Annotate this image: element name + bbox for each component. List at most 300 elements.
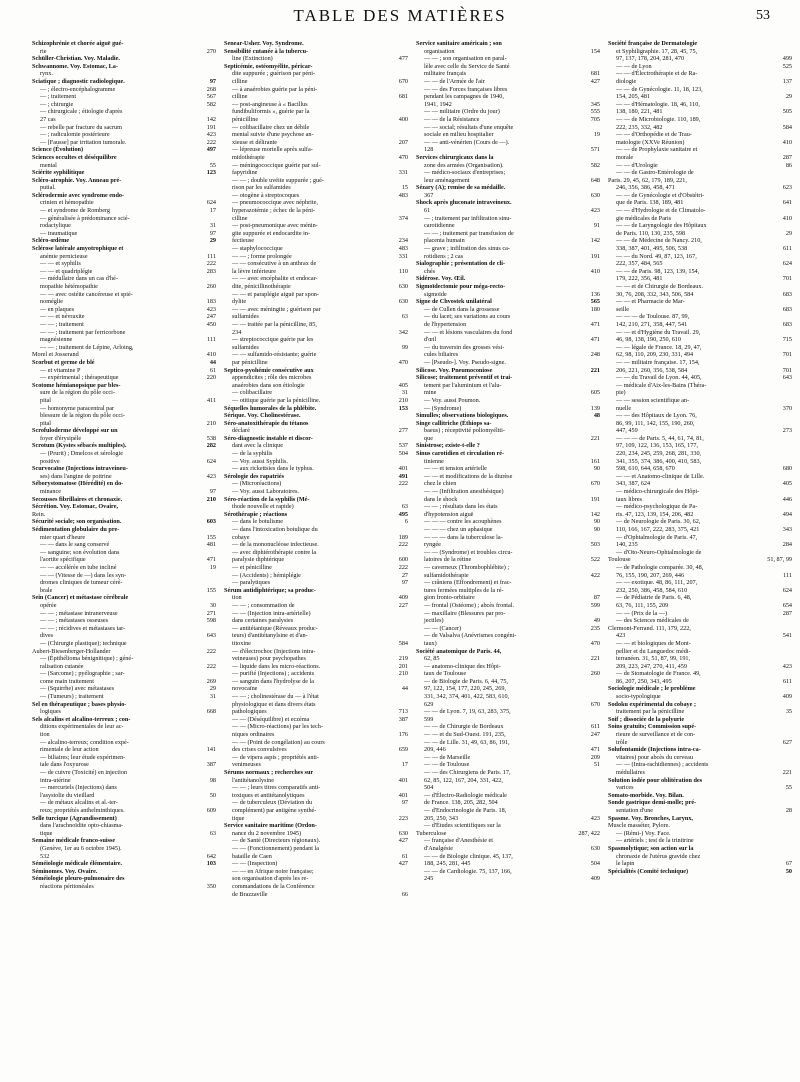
index-entry-pages: 504 [590,860,600,868]
index-entry [416,382,600,390]
index-entry [224,701,408,709]
index-entry-pages: 630 [590,191,600,199]
index-entry-pages: 522 [590,556,600,564]
index-entry-pages: 191 [206,123,216,131]
index-entry-text: Singe callitriche (Éthiops sa- [416,419,492,427]
index-entry [608,663,792,671]
index-entry [32,382,216,390]
index-entry-pages: 50 [785,867,792,875]
index-entry [32,420,216,428]
index-entry-text: — — (Inspection) [232,860,278,868]
index-entry [608,93,792,101]
index-entry-text: — de vipera aspis ; propriétés anti- [232,753,319,761]
index-entry-text: — — d'Orthopédie et de Trau- [616,131,692,139]
index-entry [224,716,408,724]
index-entry [32,693,216,701]
index-entry-text: — et pénicilline [232,563,272,571]
index-entry [416,344,600,352]
index-entry-pages: 273 [782,427,792,435]
index-entry-text: gite suppurée et endocardite in- [232,229,310,237]
index-entry-text: appendicites ; rôle des microbes [232,374,312,382]
index-entry-text: Spécialités (Comité technique) [608,867,689,875]
index-entry-pages: 287 [782,609,792,617]
index-entry [224,40,408,48]
index-entry-text: paralysie diphtérique [232,556,285,564]
index-entry [32,465,216,473]
index-entry [416,746,600,754]
index-entry [224,48,408,56]
index-entry-text: — — de Gynécologie. 11, 18, 123, [616,85,703,93]
index-entry-pages: 180 [590,305,600,313]
index-entry [608,48,792,56]
index-entry [416,237,600,245]
index-entry [416,427,600,435]
index-entry [608,215,792,223]
index-entry-pages: 641 [782,199,792,207]
index-entry-pages: 470 [398,153,408,161]
index-entry [416,511,600,519]
index-entry-text: mental suivie d'une psychose an- [232,131,314,139]
index-entry-pages: 423 [206,131,216,139]
index-entry-text: — de tuberculeux (Déviation du [232,799,313,807]
index-entry-text: des crises convulsives [232,746,287,754]
index-entry [608,397,792,405]
index-entry [416,389,600,397]
index-entry-text: de l'hypertension [424,320,467,328]
index-entry [608,389,792,397]
index-entry [608,853,792,861]
index-entry-text: — des Sciences médicales de [616,617,689,625]
index-entry [608,731,792,739]
index-columns [32,40,792,1074]
index-entry [608,237,792,245]
index-entry-pages: 342 [398,328,408,336]
index-entry-pages: 683 [782,320,792,328]
index-entry-text: — médicale d'Aix-les-Bains (Théra- [616,381,707,389]
index-entry [224,321,408,329]
index-entry-pages: 481 [206,541,216,549]
index-entry-text: — — (Syndrome) et troubles circu- [424,548,513,556]
index-entry [32,78,216,86]
index-entry [416,784,600,792]
index-entry-text: veineuses) pour psychopathes [232,655,306,663]
index-entry-text: Sensibilité cutanée à la tubercu- [224,47,309,55]
index-entry [608,549,792,557]
index-entry [224,663,408,671]
index-entry-pages: 260 [590,670,600,678]
index-entry-pages: 495 [398,510,408,518]
index-entry-text: Service sanitaire américain ; son [416,40,502,47]
index-entry-pages: 86 [785,161,792,169]
index-entry-text: titoxine [232,639,251,647]
index-entry-pages: 17 [401,761,408,769]
index-entry [32,260,216,268]
index-entry [608,427,792,435]
index-entry [32,511,216,519]
index-entry-pages: 19 [593,131,600,139]
index-entry-text: socio-typologique [616,693,661,701]
index-entry [32,830,216,838]
index-entry [608,291,792,299]
index-entry-text: Sinistrose; existe-t-elle ? [416,442,480,450]
index-entry-text: Séméiologie médicale élémentaire. [32,860,123,868]
index-entry-text: trôle [616,738,628,746]
index-entry-text: — lépreuse mortelle après sulfa- [232,146,313,154]
index-entry [608,55,792,63]
index-entry [224,754,408,762]
index-entry-pages: 343 [782,526,792,533]
index-entry [32,55,216,63]
index-entry-text: — — de Toulouse [424,761,470,769]
index-entry-text: — anatomo-clinique des Hôpi- [424,662,501,670]
index-entry [608,602,792,610]
index-entry [416,458,600,466]
index-entry-text: mopathie hétémopathie [40,283,98,290]
index-entry-text: d'œil [424,336,437,344]
index-entry-text: 220, 234, 245, 259, 268, 281, 330, [616,450,702,458]
index-entry-pages: 210 [398,670,408,678]
index-entry-text: — d'électrochoc (Injections intra- [232,647,316,655]
index-entry-text: Séro-diagnostic instable et discor- [224,434,313,442]
index-entry [224,306,408,314]
index-entry [416,435,600,443]
index-entry [608,837,792,845]
index-entry-pages: 491 [398,472,408,480]
index-entry-pages: 611 [782,677,792,685]
index-entry [224,450,408,458]
index-entry-text: — — ; son organisation en paral- [424,55,507,63]
index-entry [416,587,600,595]
index-entry-pages: 183 [206,298,216,306]
index-entry [416,632,600,640]
index-entry-text: Clermont-Ferrand. 111, 179, 222, [608,624,691,632]
index-entry [32,822,216,830]
index-entry-pages: 48 [593,412,600,420]
index-entry [32,526,216,534]
index-entry [224,344,408,352]
index-entry-text: — de métaux alcalins et al.-ter- [40,799,118,807]
index-entry [32,63,216,71]
index-entry [416,260,600,268]
index-entry-pages: 668 [206,708,216,716]
index-entry-text: sure de la région du pôle occi- [40,389,115,397]
index-entry-text: — — ; cholinestérase du — à l'état [232,693,319,701]
index-entry-text: — médico-chirurgicale des Hôpi- [616,488,700,496]
index-entry [224,807,408,815]
index-entry-text: chez le chien [424,480,457,488]
index-entry [224,207,408,215]
index-entry-text: 1941, 1942 [424,100,452,108]
index-entry [416,177,600,185]
index-entry [416,875,600,883]
index-entry-pages: 63 [209,829,216,837]
index-column-1 [32,40,216,1074]
index-entry [224,465,408,473]
index-entry-text: — alcalino-terreux; condition expé- [40,738,129,746]
index-entry-pages: 605 [590,389,600,397]
index-entry [32,405,216,413]
index-entry [224,769,408,777]
index-entry-text: midothérapie [232,153,265,161]
index-entry-text: Sels alcalins et alcalino-terreux ; con- [32,715,131,723]
index-entry-pages: 681 [590,70,600,78]
index-entry-pages: 29 [785,93,792,101]
index-entry-text: Semaine médicale franco-suisse [32,837,116,845]
index-entry-text: Sérique. Voy. Cholinestérase. [224,412,301,420]
index-entry [32,298,216,306]
index-entry-text: novocaïne [232,685,258,693]
index-entry-text: dromes cliniques de tumeur céré- [40,579,123,587]
index-entry-text: chés [424,267,435,275]
index-entry-text: — médullaire dans un cas d'hé- [40,275,118,283]
index-entry-text: dans le shock [424,495,458,503]
index-entry-text: — et syndrome de Romberg [40,207,110,215]
index-entry-pages: 350 [206,882,216,890]
index-entry-text: — — (Micro-réactions) par les tech- [232,723,323,731]
index-entry-text: — — social; résultats d'une enquête [424,123,514,131]
index-entry-text: dans certaines paralysies [232,617,294,625]
index-entry [32,268,216,276]
index-entry-text: — généralisée à prédominance scié- [40,214,130,222]
index-entry-pages: 153 [398,404,408,412]
index-entry-pages: 659 [398,746,408,754]
index-entry-text: zone des armées (Organisation). [424,161,504,169]
index-entry-text: ryngée [424,541,441,549]
index-entry [32,336,216,344]
index-entry-text: Schizophrénie et chorée aiguë gué- [32,40,124,47]
index-entry-text: Spasme. Voy. Bronches, Larynx, [608,814,693,822]
index-entry-text: gie médicales de Paris [616,214,672,222]
index-entry-text: — antitétanique (Réveaux produc- [232,624,318,632]
index-entry [224,784,408,792]
index-entry-text: tique [232,814,245,822]
index-entry [32,291,216,299]
index-entry-text: — — et Anatomo-clinique de Lille. [616,472,705,480]
index-entry [416,367,600,375]
index-entry [32,837,216,845]
index-entry [608,207,792,215]
index-entry [416,534,600,542]
index-entry [608,154,792,162]
index-entry-text: — — ; consommation de [232,601,295,609]
index-entry-text: cilline [232,93,248,101]
index-entry-text: 76, 155, 190, 207, 269, 446 [616,571,685,579]
index-entry [416,40,600,48]
index-entry-text: par pénicilline [232,358,268,366]
index-entry-text: — — (Intra-rachidiennes) ; accidents [616,761,709,769]
index-entry [608,435,792,443]
index-entry-pages: 470 [398,358,408,366]
index-entry-text: — — — chez un aphasique [424,526,493,533]
index-entry [608,473,792,481]
index-entry [416,465,600,473]
index-entry [416,298,600,306]
index-entry [32,359,216,367]
index-entry [32,245,216,253]
index-entry [224,488,408,496]
index-entry [608,245,792,253]
index-entry [416,761,600,769]
index-entry [608,511,792,519]
index-entry-text: 128 [424,146,434,154]
index-entry-text: — [Fausse] par irritation tumorale. [40,138,127,146]
index-entry-text: — d'Endocrinologie de Paris. 18, [424,806,507,814]
index-entry [416,55,600,63]
index-entry [416,716,600,724]
index-entry [224,93,408,101]
index-entry [224,86,408,94]
index-entry-text: rynx. [40,70,53,78]
index-entry [416,670,600,678]
index-entry [32,579,216,587]
index-entry-text: Signe de Chvostek unilatéral [416,298,492,306]
index-entry [608,792,792,800]
index-entry [608,769,792,777]
index-entry [608,70,792,78]
index-entry-text: — streptococcique guérie par les [232,336,314,344]
index-entry-text: — (Épithélioma bénignitique) ; géné- [40,655,134,663]
index-entry-text: magnésienne [40,336,73,344]
index-entry-pages: 705 [590,115,600,123]
index-entry-text: hyperazotémie ; échec de la péni- [232,207,315,215]
index-entry [32,815,216,823]
index-entry [608,678,792,686]
index-entry-text: — de cuivre (Toxicité) en injection [40,769,128,776]
index-entry-pages: 423 [206,472,216,480]
index-entry-pages: 283 [206,267,216,275]
index-entry-text: — paralytiques [232,579,270,587]
index-entry [32,222,216,230]
index-entry-pages: 555 [590,108,600,116]
index-entry [224,549,408,557]
index-entry-text: taux libres [616,495,642,503]
index-entry-text: dans l'arachnoïdite opto-chiasma- [40,822,124,830]
index-entry [416,93,600,101]
index-entry-text: tion [232,594,242,602]
index-entry-text: placenta humain [424,237,465,245]
index-entry [416,291,600,299]
index-entry-pages: 222 [398,480,408,488]
index-entry [32,723,216,731]
index-entry-text: terranéen. 31, 51, 87, 99, 191, [616,655,691,663]
index-entry-text: — — et Pharmacie de Mar- [616,298,685,306]
index-entry-text: — ; traitement par infiltration sinu- [424,214,512,222]
index-entry-text: — — d'Urologie [616,161,658,169]
index-entry-pages: 410 [206,351,216,359]
index-entry [224,184,408,192]
index-entry-pages: 221 [590,366,600,374]
index-entry-text: — avec diphtérothérapie contre la [232,548,317,556]
index-entry [416,268,600,276]
index-entry [416,518,600,526]
index-entry-text: noméglie [40,298,64,306]
index-entry-pages: 176 [398,731,408,739]
index-entry-text: — d'Oto-Neuro-Ophtalmologie de [616,548,702,556]
index-entry-text: 97, 137, 178, 204, 281, 470 [616,55,685,63]
index-entry [416,442,600,450]
index-entry-text: — — session scientifique an- [616,396,690,404]
index-entry [416,723,600,731]
index-entry-text: dite suppurée ; guérison par péni- [232,70,315,78]
index-entry [32,845,216,853]
index-entry [416,792,600,800]
index-entry [416,359,600,367]
index-entry-text: reux; propriétés anthelminthiques. [40,806,125,814]
index-entry-text: Séquelles humorales de la phlébite. [224,404,317,412]
index-entry-text: — — de Chirurgie de Bordeaux [424,723,504,731]
index-entry [608,177,792,185]
index-entry-pages: 627 [782,738,792,746]
index-entry-text: — — des Chirurgiens de Paris. 17, [424,769,511,776]
index-entry-pages: 155 [206,586,216,594]
index-entry-pages: 97 [209,488,216,496]
index-entry-text: — post-angineuse à « Bacillus [232,100,308,108]
index-entry [224,215,408,223]
index-entry-pages: 55 [209,161,216,169]
index-entry-text: mine [424,389,437,397]
index-entry-text: dant avec la clinique [232,442,284,450]
index-entry [224,427,408,435]
index-entry [32,541,216,549]
index-entry-text: — Voy. aussi Laboratoires. [232,488,299,496]
index-entry-pages: 504 [398,450,408,458]
index-entry-pages: 611 [590,723,600,731]
index-entry-pages: 50 [209,791,216,799]
index-entry-text: — maxillaire (Blessures par pro- [424,609,506,617]
index-entry [608,648,792,656]
index-entry-text: carotidienne [424,222,455,230]
index-entry [608,815,792,823]
index-entry [416,329,600,337]
index-entry [416,777,600,785]
index-entry [32,655,216,663]
index-entry-text: pital [40,419,51,427]
index-entry-text: Sonde gastrique demi-molle; pré- [608,799,697,807]
index-entry [608,761,792,769]
index-entry [32,746,216,754]
index-entry-text: — (Sarcome) ; pyélographie ; sar- [40,670,125,678]
index-entry [608,298,792,306]
index-entry-pages: 499 [782,55,792,63]
index-entry-text: l'antitétanolysine [232,776,275,784]
index-entry [32,435,216,443]
index-entry-pages: 61 [401,852,408,860]
index-entry [224,169,408,177]
index-entry-pages: 701 [782,351,792,359]
index-entry-text: Toulouse [608,556,631,564]
index-entry [32,230,216,238]
index-entry [224,367,408,375]
index-entry-text: positive [40,457,60,465]
index-column-3 [416,40,600,1074]
index-entry-text: — — et modifications de la diurèse [424,472,513,480]
index-entry-text: Muscle masséter, Pylore. [608,822,670,830]
index-entry-pages: 210 [206,419,216,427]
index-entry-text: anaérobies dans son étiologie [232,381,305,389]
index-entry-text: — staphylococcique [232,245,283,253]
index-entry-text: Secousses fibrillaires et chronaxie. [32,495,123,503]
index-entry-pages: 111 [783,571,792,579]
index-entry [416,648,600,656]
index-entry-text: — purifié (Injections) ; accidents [232,670,315,678]
index-entry [32,70,216,78]
index-entry-text: — de Santé (Directeurs régionaux). [232,837,321,845]
index-entry [608,685,792,693]
index-entry-text: — de Stomatologie de France. 49, [616,670,701,678]
index-entry-pages: 15 [401,184,408,192]
index-entry-pages: 541 [782,632,792,640]
index-entry [416,754,600,762]
